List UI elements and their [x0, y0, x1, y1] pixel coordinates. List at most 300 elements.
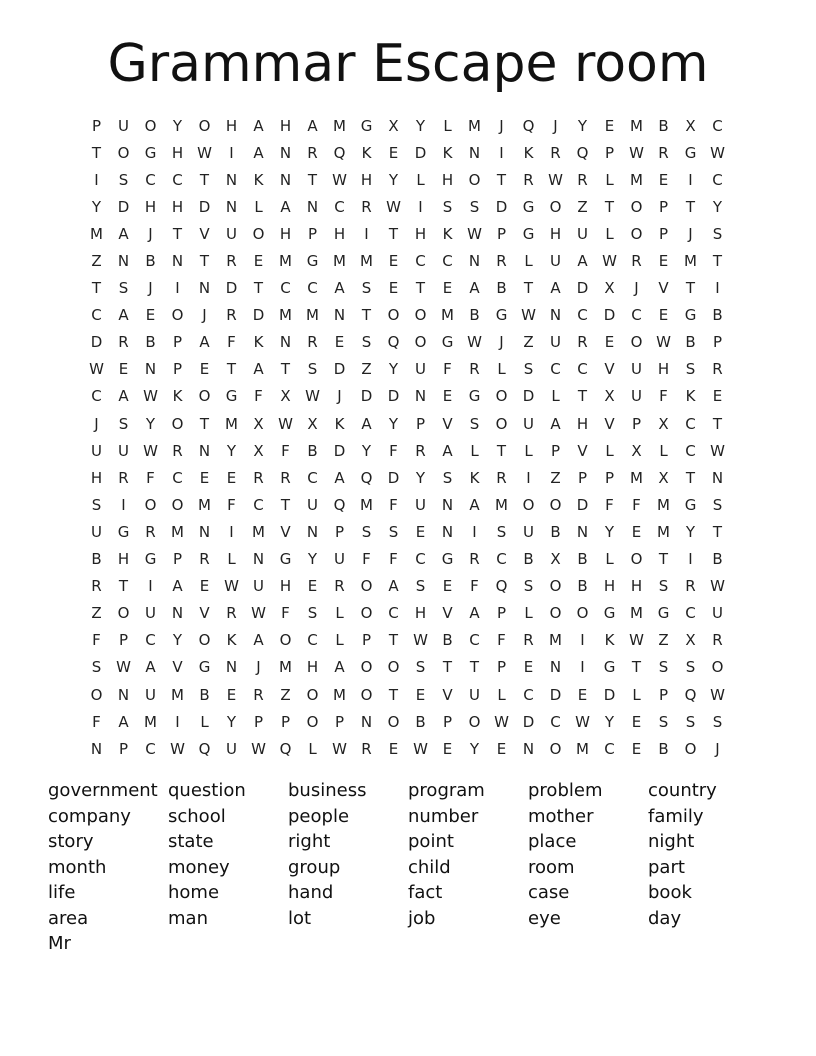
- grid-letter: G: [225, 387, 238, 406]
- grid-letter: N: [171, 252, 184, 271]
- grid-letter: A: [388, 577, 399, 596]
- grid-letter: J: [202, 306, 207, 325]
- word-bank-item: government: [48, 780, 158, 801]
- grid-letter: Y: [388, 360, 399, 379]
- grid-letter: F: [497, 631, 506, 650]
- word-bank-item: job: [408, 907, 436, 929]
- grid-letter: T: [199, 252, 210, 271]
- grid-letter: L: [605, 224, 614, 243]
- grid-letter: O: [549, 577, 562, 596]
- grid-row: [83, 518, 731, 545]
- grid-letter: S: [658, 577, 669, 596]
- grid-letter: O: [630, 224, 643, 243]
- grid-letter: A: [199, 333, 210, 352]
- grid-letter: V: [442, 685, 453, 704]
- grid-letter: G: [441, 550, 454, 569]
- grid-letter: R: [631, 252, 642, 271]
- grid-letter: H: [279, 116, 292, 135]
- grid-letter: R: [226, 604, 237, 623]
- grid-letter: D: [522, 712, 535, 731]
- grid-letter: H: [360, 170, 373, 189]
- grid-letter: O: [549, 604, 562, 623]
- grid-letter: O: [387, 658, 400, 677]
- grid-letter: U: [577, 224, 588, 243]
- grid-letter: T: [199, 414, 210, 433]
- grid-letter: A: [253, 143, 264, 162]
- grid-letter: R: [469, 550, 480, 569]
- grid-letter: R: [361, 739, 372, 758]
- grid-letter: A: [442, 441, 453, 460]
- grid-letter: G: [279, 550, 292, 569]
- grid-row: [83, 139, 731, 166]
- grid-letter: X: [280, 387, 291, 406]
- grid-letter: S: [658, 658, 669, 677]
- grid-letter: L: [470, 441, 479, 460]
- grid-letter: Q: [333, 495, 346, 514]
- grid-letter: T: [712, 522, 723, 541]
- grid-letter: R: [118, 333, 129, 352]
- word-bank-item: case: [528, 882, 570, 903]
- grid-letter: X: [550, 550, 561, 569]
- grid-letter: R: [685, 577, 696, 596]
- grid-letter: P: [658, 224, 669, 243]
- grid-letter: T: [496, 170, 507, 189]
- grid-letter: G: [441, 333, 454, 352]
- grid-letter: O: [171, 495, 184, 514]
- grid-letter: P: [604, 143, 615, 162]
- grid-letter: O: [306, 712, 319, 731]
- grid-letter: T: [280, 360, 291, 379]
- grid-letter: L: [335, 631, 344, 650]
- grid-letter: S: [442, 468, 453, 487]
- grid-row: [83, 193, 731, 220]
- grid-letter: B: [523, 550, 534, 569]
- grid-letter: K: [226, 631, 237, 650]
- grid-letter: X: [388, 116, 399, 135]
- grid-letter: J: [148, 224, 153, 243]
- grid-letter: O: [198, 631, 211, 650]
- grid-letter: M: [360, 495, 373, 514]
- grid-letter: P: [604, 468, 615, 487]
- grid-letter: L: [416, 170, 425, 189]
- grid-letter: X: [307, 414, 318, 433]
- grid-letter: Z: [523, 333, 534, 352]
- grid-letter: O: [117, 604, 130, 623]
- grid-letter: M: [468, 116, 481, 135]
- grid-letter: H: [441, 170, 454, 189]
- grid-letter: U: [523, 522, 534, 541]
- grid-letter: V: [199, 604, 210, 623]
- grid-letter: N: [360, 712, 373, 731]
- grid-letter: X: [685, 116, 696, 135]
- word-bank-item: book: [648, 882, 692, 903]
- grid-letter: T: [280, 495, 291, 514]
- grid-letter: O: [387, 712, 400, 731]
- grid-letter: A: [334, 468, 345, 487]
- grid-row: [83, 573, 731, 600]
- grid-letter: R: [550, 143, 561, 162]
- grid-letter: T: [523, 279, 534, 298]
- grid-letter: M: [171, 522, 184, 541]
- grid-letter: O: [117, 143, 130, 162]
- word-bank-item: eye: [528, 907, 561, 929]
- grid-letter: E: [631, 739, 642, 758]
- grid-letter: J: [94, 414, 99, 433]
- grid-letter: Y: [388, 170, 399, 189]
- grid-letter: Q: [522, 116, 535, 135]
- grid-letter: T: [199, 170, 210, 189]
- grid-letter: M: [333, 116, 346, 135]
- grid-letter: C: [172, 170, 183, 189]
- grid-letter: F: [389, 441, 398, 460]
- grid-letter: R: [577, 170, 588, 189]
- grid-letter: N: [225, 170, 238, 189]
- grid-letter: A: [172, 577, 183, 596]
- grid-letter: W: [629, 143, 644, 162]
- grid-letter: W: [332, 739, 347, 758]
- grid-letter: H: [144, 197, 157, 216]
- grid-letter: B: [145, 333, 156, 352]
- grid-letter: K: [442, 143, 453, 162]
- grid-letter: B: [658, 116, 669, 135]
- grid-letter: S: [496, 522, 507, 541]
- word-bank-item: program: [408, 780, 485, 801]
- grid-letter: E: [604, 333, 615, 352]
- grid-letter: L: [524, 441, 533, 460]
- grid-letter: S: [523, 360, 534, 379]
- grid-letter: T: [712, 252, 723, 271]
- grid-letter: E: [712, 387, 723, 406]
- grid-letter: M: [144, 712, 157, 731]
- grid-letter: A: [334, 279, 345, 298]
- grid-letter: O: [90, 685, 103, 704]
- grid-letter: B: [145, 252, 156, 271]
- grid-letter: V: [172, 658, 183, 677]
- grid-letter: M: [495, 495, 508, 514]
- grid-letter: M: [279, 306, 292, 325]
- grid-letter: A: [118, 306, 129, 325]
- grid-letter: G: [684, 143, 697, 162]
- grid-letter: N: [711, 468, 724, 487]
- grid-letter: P: [361, 631, 372, 650]
- word-bank-item: child: [408, 856, 451, 878]
- grid-letter: R: [658, 143, 669, 162]
- word-bank-item: country: [648, 780, 717, 801]
- grid-letter: R: [496, 468, 507, 487]
- grid-letter: W: [143, 387, 158, 406]
- grid-letter: E: [658, 252, 669, 271]
- grid-letter: L: [335, 604, 344, 623]
- grid-letter: M: [360, 252, 373, 271]
- grid-letter: U: [631, 360, 642, 379]
- grid-letter: D: [576, 495, 589, 514]
- grid-letter: A: [550, 279, 561, 298]
- grid-letter: A: [550, 414, 561, 433]
- grid-letter: W: [386, 197, 401, 216]
- grid-letter: Z: [361, 360, 372, 379]
- grid-letter: E: [415, 685, 426, 704]
- grid-letter: F: [254, 387, 263, 406]
- grid-letter: O: [414, 333, 427, 352]
- grid-letter: A: [118, 712, 129, 731]
- grid-letter: Y: [685, 522, 696, 541]
- grid-letter: E: [388, 143, 399, 162]
- grid-letter: P: [172, 550, 183, 569]
- grid-letter: U: [91, 441, 102, 460]
- grid-letter: O: [468, 712, 481, 731]
- grid-letter: T: [307, 170, 318, 189]
- grid-letter: K: [442, 224, 453, 243]
- grid-letter: A: [577, 252, 588, 271]
- grid-letter: P: [496, 658, 507, 677]
- word-bank-item: room: [528, 856, 575, 878]
- grid-letter: B: [91, 550, 102, 569]
- grid-letter: Y: [577, 116, 588, 135]
- grid-row: [83, 275, 731, 302]
- grid-letter: O: [360, 685, 373, 704]
- grid-letter: C: [253, 495, 264, 514]
- grid-letter: F: [632, 495, 641, 514]
- grid-letter: D: [576, 279, 589, 298]
- grid-letter: U: [91, 522, 102, 541]
- grid-letter: E: [523, 658, 534, 677]
- grid-letter: I: [688, 550, 693, 569]
- grid-letter: S: [307, 604, 318, 623]
- grid-letter: S: [91, 658, 102, 677]
- grid-letter: F: [389, 550, 398, 569]
- grid-letter: N: [468, 143, 481, 162]
- word-bank: [48, 779, 788, 958]
- grid-letter: T: [118, 577, 129, 596]
- grid-letter: Y: [172, 631, 183, 650]
- grid-letter: N: [522, 739, 535, 758]
- grid-letter: J: [499, 116, 504, 135]
- grid-letter: N: [198, 441, 211, 460]
- grid-letter: F: [443, 360, 452, 379]
- grid-letter: I: [418, 197, 423, 216]
- grid-row: [83, 383, 731, 410]
- grid-letter: U: [415, 495, 426, 514]
- grid-letter: R: [523, 170, 534, 189]
- grid-letter: C: [442, 252, 453, 271]
- grid-letter: O: [576, 604, 589, 623]
- word-bank-item: month: [48, 856, 107, 878]
- grid-letter: S: [523, 577, 534, 596]
- grid-letter: U: [118, 116, 129, 135]
- grid-letter: H: [603, 577, 616, 596]
- grid-letter: D: [603, 685, 616, 704]
- grid-letter: E: [658, 306, 669, 325]
- grid-letter: Z: [577, 197, 588, 216]
- word-bank-item: home: [168, 882, 220, 903]
- grid-letter: D: [333, 360, 346, 379]
- grid-letter: H: [630, 577, 643, 596]
- grid-letter: O: [171, 306, 184, 325]
- grid-letter: N: [144, 360, 157, 379]
- grid-letter: O: [198, 116, 211, 135]
- grid-letter: C: [334, 197, 345, 216]
- grid-letter: Q: [684, 685, 697, 704]
- grid-letter: J: [148, 279, 153, 298]
- grid-letter: N: [549, 658, 562, 677]
- grid-letter: E: [496, 739, 507, 758]
- grid-letter: P: [172, 360, 183, 379]
- grid-letter: I: [229, 143, 234, 162]
- grid-letter: C: [172, 468, 183, 487]
- grid-letter: F: [389, 495, 398, 514]
- grid-letter: E: [226, 468, 237, 487]
- grid-letter: C: [415, 252, 426, 271]
- grid-letter: G: [360, 116, 373, 135]
- grid-letter: V: [199, 224, 210, 243]
- grid-letter: N: [333, 306, 346, 325]
- word-bank-item: business: [288, 780, 367, 801]
- grid-letter: L: [551, 387, 560, 406]
- grid-letter: N: [279, 333, 292, 352]
- grid-letter: O: [279, 631, 292, 650]
- grid-letter: J: [256, 658, 261, 677]
- grid-letter: O: [522, 495, 535, 514]
- grid-letter: C: [685, 414, 696, 433]
- grid-letter: H: [279, 577, 292, 596]
- grid-letter: C: [550, 360, 561, 379]
- grid-letter: O: [360, 604, 373, 623]
- grid-row: [83, 247, 731, 274]
- grid-letter: P: [496, 604, 507, 623]
- grid-letter: C: [469, 631, 480, 650]
- grid-letter: O: [171, 414, 184, 433]
- grid-letter: H: [171, 143, 184, 162]
- grid-letter: D: [549, 685, 562, 704]
- word-bank-item: Mr: [48, 933, 71, 954]
- grid-letter: D: [387, 468, 400, 487]
- grid-letter: P: [712, 333, 723, 352]
- grid-letter: S: [361, 279, 372, 298]
- grid-letter: U: [712, 604, 723, 623]
- grid-row: [83, 410, 731, 437]
- grid-letter: Q: [576, 143, 589, 162]
- grid-letter: B: [658, 739, 669, 758]
- grid-letter: D: [414, 143, 427, 162]
- word-bank-item: point: [408, 831, 454, 852]
- grid-letter: W: [278, 414, 293, 433]
- grid-letter: P: [334, 522, 345, 541]
- grid-letter: L: [524, 604, 533, 623]
- grid-row: [83, 329, 731, 356]
- grid-letter: G: [117, 522, 130, 541]
- grid-letter: I: [175, 279, 180, 298]
- word-bank-item: school: [168, 805, 226, 827]
- grid-letter: S: [712, 495, 723, 514]
- grid-letter: U: [307, 495, 318, 514]
- grid-letter: R: [145, 522, 156, 541]
- grid-letter: T: [658, 550, 669, 569]
- grid-letter: P: [496, 224, 507, 243]
- grid-letter: O: [198, 387, 211, 406]
- grid-letter: Y: [604, 712, 615, 731]
- grid-row: [83, 112, 731, 139]
- grid-letter: O: [549, 197, 562, 216]
- grid-row: [83, 708, 731, 735]
- grid-letter: I: [715, 279, 720, 298]
- grid-letter: E: [658, 170, 669, 189]
- grid-letter: S: [91, 495, 102, 514]
- grid-letter: N: [468, 252, 481, 271]
- grid-letter: S: [361, 522, 372, 541]
- grid-letter: M: [657, 495, 670, 514]
- grid-letter: B: [307, 441, 318, 460]
- grid-letter: I: [472, 522, 477, 541]
- grid-letter: E: [145, 306, 156, 325]
- grid-letter: L: [632, 685, 641, 704]
- grid-letter: F: [227, 495, 236, 514]
- grid-letter: C: [307, 279, 318, 298]
- grid-row: [83, 302, 731, 329]
- grid-letter: R: [226, 252, 237, 271]
- grid-letter: N: [279, 170, 292, 189]
- grid-row: [83, 735, 731, 762]
- word-bank-item: hand: [288, 882, 334, 903]
- word-bank-item: man: [168, 907, 208, 929]
- grid-letter: T: [388, 224, 399, 243]
- grid-letter: G: [144, 550, 157, 569]
- grid-letter: B: [415, 712, 426, 731]
- grid-letter: U: [523, 414, 534, 433]
- grid-letter: G: [468, 387, 481, 406]
- grid-letter: T: [496, 441, 507, 460]
- grid-letter: O: [495, 414, 508, 433]
- grid-letter: A: [469, 279, 480, 298]
- grid-letter: K: [334, 414, 345, 433]
- grid-letter: V: [577, 441, 588, 460]
- grid-letter: R: [253, 685, 264, 704]
- grid-letter: H: [279, 224, 292, 243]
- grid-letter: T: [631, 658, 642, 677]
- grid-letter: Z: [91, 604, 102, 623]
- grid-letter: R: [469, 360, 480, 379]
- grid-letter: V: [280, 522, 291, 541]
- grid-letter: L: [605, 550, 614, 569]
- grid-letter: N: [117, 252, 130, 271]
- grid-letter: M: [171, 685, 184, 704]
- grid-letter: Y: [604, 522, 615, 541]
- grid-letter: E: [118, 360, 129, 379]
- grid-letter: O: [630, 197, 643, 216]
- grid-letter: Y: [415, 116, 426, 135]
- grid-letter: F: [92, 712, 101, 731]
- grid-letter: G: [657, 604, 670, 623]
- grid-letter: R: [199, 550, 210, 569]
- grid-letter: B: [199, 685, 210, 704]
- grid-letter: O: [360, 658, 373, 677]
- grid-letter: L: [605, 170, 614, 189]
- grid-letter: D: [90, 333, 103, 352]
- grid-letter: C: [145, 170, 156, 189]
- grid-letter: N: [90, 739, 103, 758]
- puzzle-title: Grammar Escape room: [107, 34, 709, 94]
- grid-letter: N: [441, 495, 454, 514]
- grid-letter: H: [171, 197, 184, 216]
- grid-letter: P: [550, 441, 561, 460]
- grid-letter: E: [199, 360, 210, 379]
- grid-letter: U: [145, 604, 156, 623]
- grid-letter: R: [523, 631, 534, 650]
- grid-letter: Y: [145, 414, 156, 433]
- grid-letter: O: [711, 658, 724, 677]
- grid-letter: O: [144, 116, 157, 135]
- grid-letter: C: [577, 360, 588, 379]
- grid-letter: K: [685, 387, 696, 406]
